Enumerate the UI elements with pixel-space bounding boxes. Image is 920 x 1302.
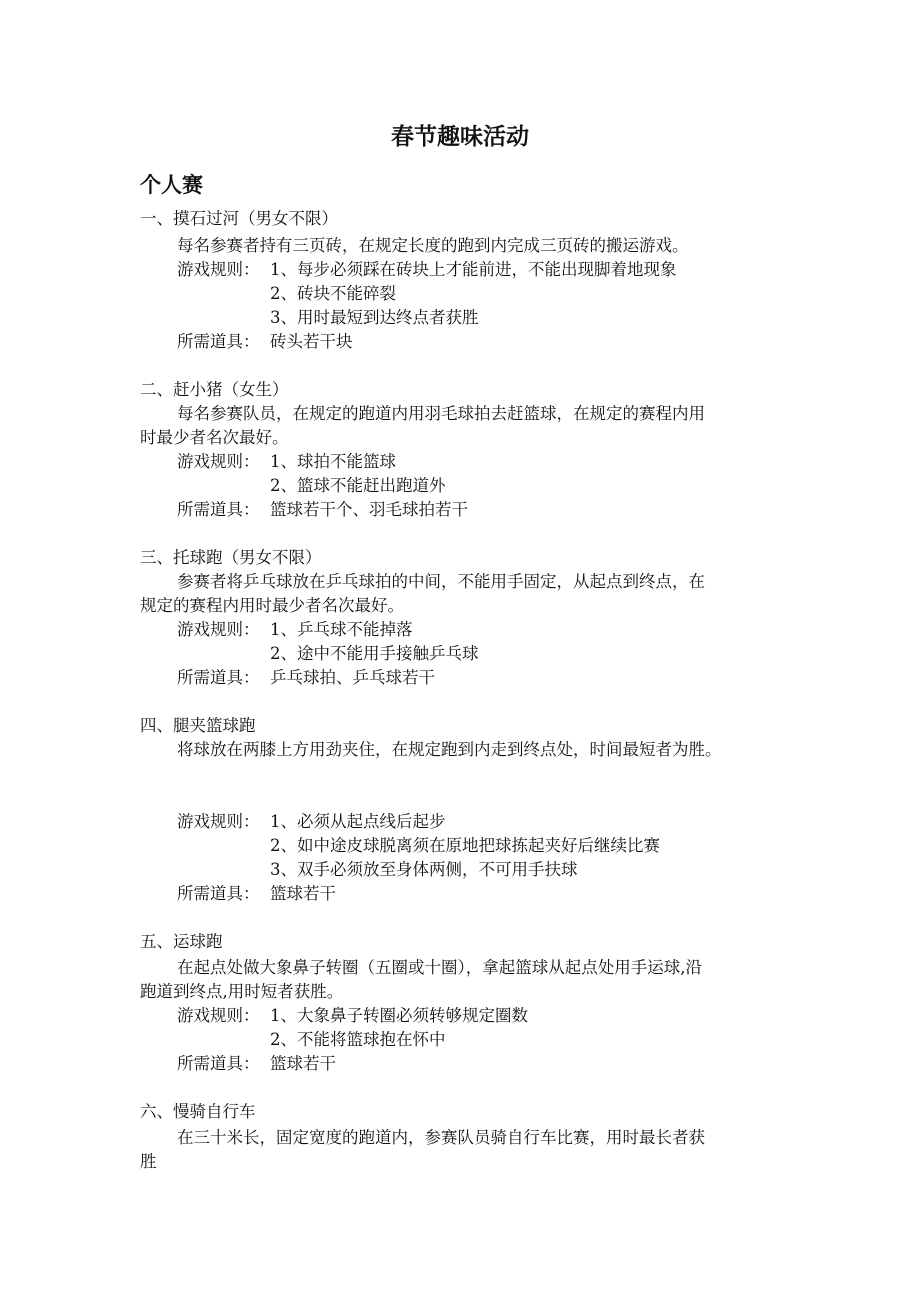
event-4-rules-label: 游戏规则： — [177, 812, 260, 831]
event-3-heading: 三、托球跑（男女不限） — [140, 548, 322, 567]
event-3-rule-2: 2、途中不能用手接触乒乓球 — [270, 644, 479, 663]
event-5-description-line-2: 跑道到终点,用时短者获胜。 — [140, 982, 344, 1001]
event-3-rule-1: 1、乒乓球不能掉落 — [270, 620, 413, 639]
event-3-props-label: 所需道具： — [177, 668, 260, 687]
event-2-rule-2: 2、篮球不能赶出跑道外 — [270, 476, 446, 495]
event-5-rules-label: 游戏规则： — [177, 1006, 260, 1025]
event-1-description: 每名参赛者持有三页砖，在规定长度的跑到内完成三页砖的搬运游戏。 — [177, 236, 689, 255]
event-1-props-label: 所需道具： — [177, 332, 260, 351]
section-heading: 个人赛 — [140, 172, 203, 197]
event-1-rule-3: 3、用时最短到达终点者获胜 — [270, 308, 479, 327]
event-4-heading: 四、腿夹篮球跑 — [140, 716, 256, 735]
event-3-description-line-2: 规定的赛程内用时最少者名次最好。 — [140, 596, 404, 615]
event-5-props: 篮球若干 — [270, 1054, 336, 1073]
event-4-rule-2: 2、如中途皮球脱离须在原地把球拣起夹好后继续比赛 — [270, 836, 660, 855]
event-4-props-label: 所需道具： — [177, 884, 260, 903]
event-5-heading: 五、运球跑 — [140, 932, 223, 951]
event-2-heading: 二、赶小猪（女生） — [140, 380, 289, 399]
event-3-rules-label: 游戏规则： — [177, 620, 260, 639]
event-3-description-line-1: 参赛者将乒乓球放在乒乓球拍的中间，不能用手固定，从起点到终点，在 — [177, 572, 705, 591]
event-5-props-label: 所需道具： — [177, 1054, 260, 1073]
event-6-description-line-1: 在三十米长，固定宽度的跑道内，参赛队员骑自行车比赛，用时最长者获 — [177, 1128, 705, 1147]
event-5-description-line-1: 在起点处做大象鼻子转圈（五圈或十圈），拿起篮球从起点处用手运球,沿 — [177, 958, 702, 977]
event-2-props-label: 所需道具： — [177, 500, 260, 519]
event-2-props: 篮球若干个、羽毛球拍若干 — [270, 500, 468, 519]
event-6-heading: 六、慢骑自行车 — [140, 1102, 256, 1121]
event-1-props: 砖头若干块 — [270, 332, 353, 351]
event-2-description-line-2: 时最少者名次最好。 — [140, 428, 289, 447]
event-4-rule-3: 3、双手必须放至身体两侧，不可用手扶球 — [270, 860, 578, 879]
document-title: 春节趣味活动 — [391, 123, 529, 150]
event-4-description: 将球放在两膝上方用劲夹住，在规定跑到内走到终点处，时间最短者为胜。 — [177, 740, 722, 759]
event-2-rules-label: 游戏规则： — [177, 452, 260, 471]
event-1-rule-2: 2、砖块不能碎裂 — [270, 284, 396, 303]
event-2-rule-1: 1、球拍不能篮球 — [270, 452, 396, 471]
event-4-rule-1: 1、必须从起点线后起步 — [270, 812, 446, 831]
event-1-rule-1: 1、每步必须踩在砖块上才能前进，不能出现脚着地现象 — [270, 260, 677, 279]
event-5-rule-2: 2、不能将篮球抱在怀中 — [270, 1030, 446, 1049]
event-1-rules-label: 游戏规则： — [177, 260, 260, 279]
event-2-description-line-1: 每名参赛队员，在规定的跑道内用羽毛球拍去赶篮球，在规定的赛程内用 — [177, 404, 705, 423]
event-6-description-line-2: 胜 — [140, 1152, 157, 1171]
event-4-props: 篮球若干 — [270, 884, 336, 903]
event-5-rule-1: 1、大象鼻子转圈必须转够规定圈数 — [270, 1006, 528, 1025]
event-3-props: 乒乓球拍、乒乓球若干 — [270, 668, 435, 687]
event-1-heading: 一、摸石过河（男女不限） — [140, 209, 338, 228]
